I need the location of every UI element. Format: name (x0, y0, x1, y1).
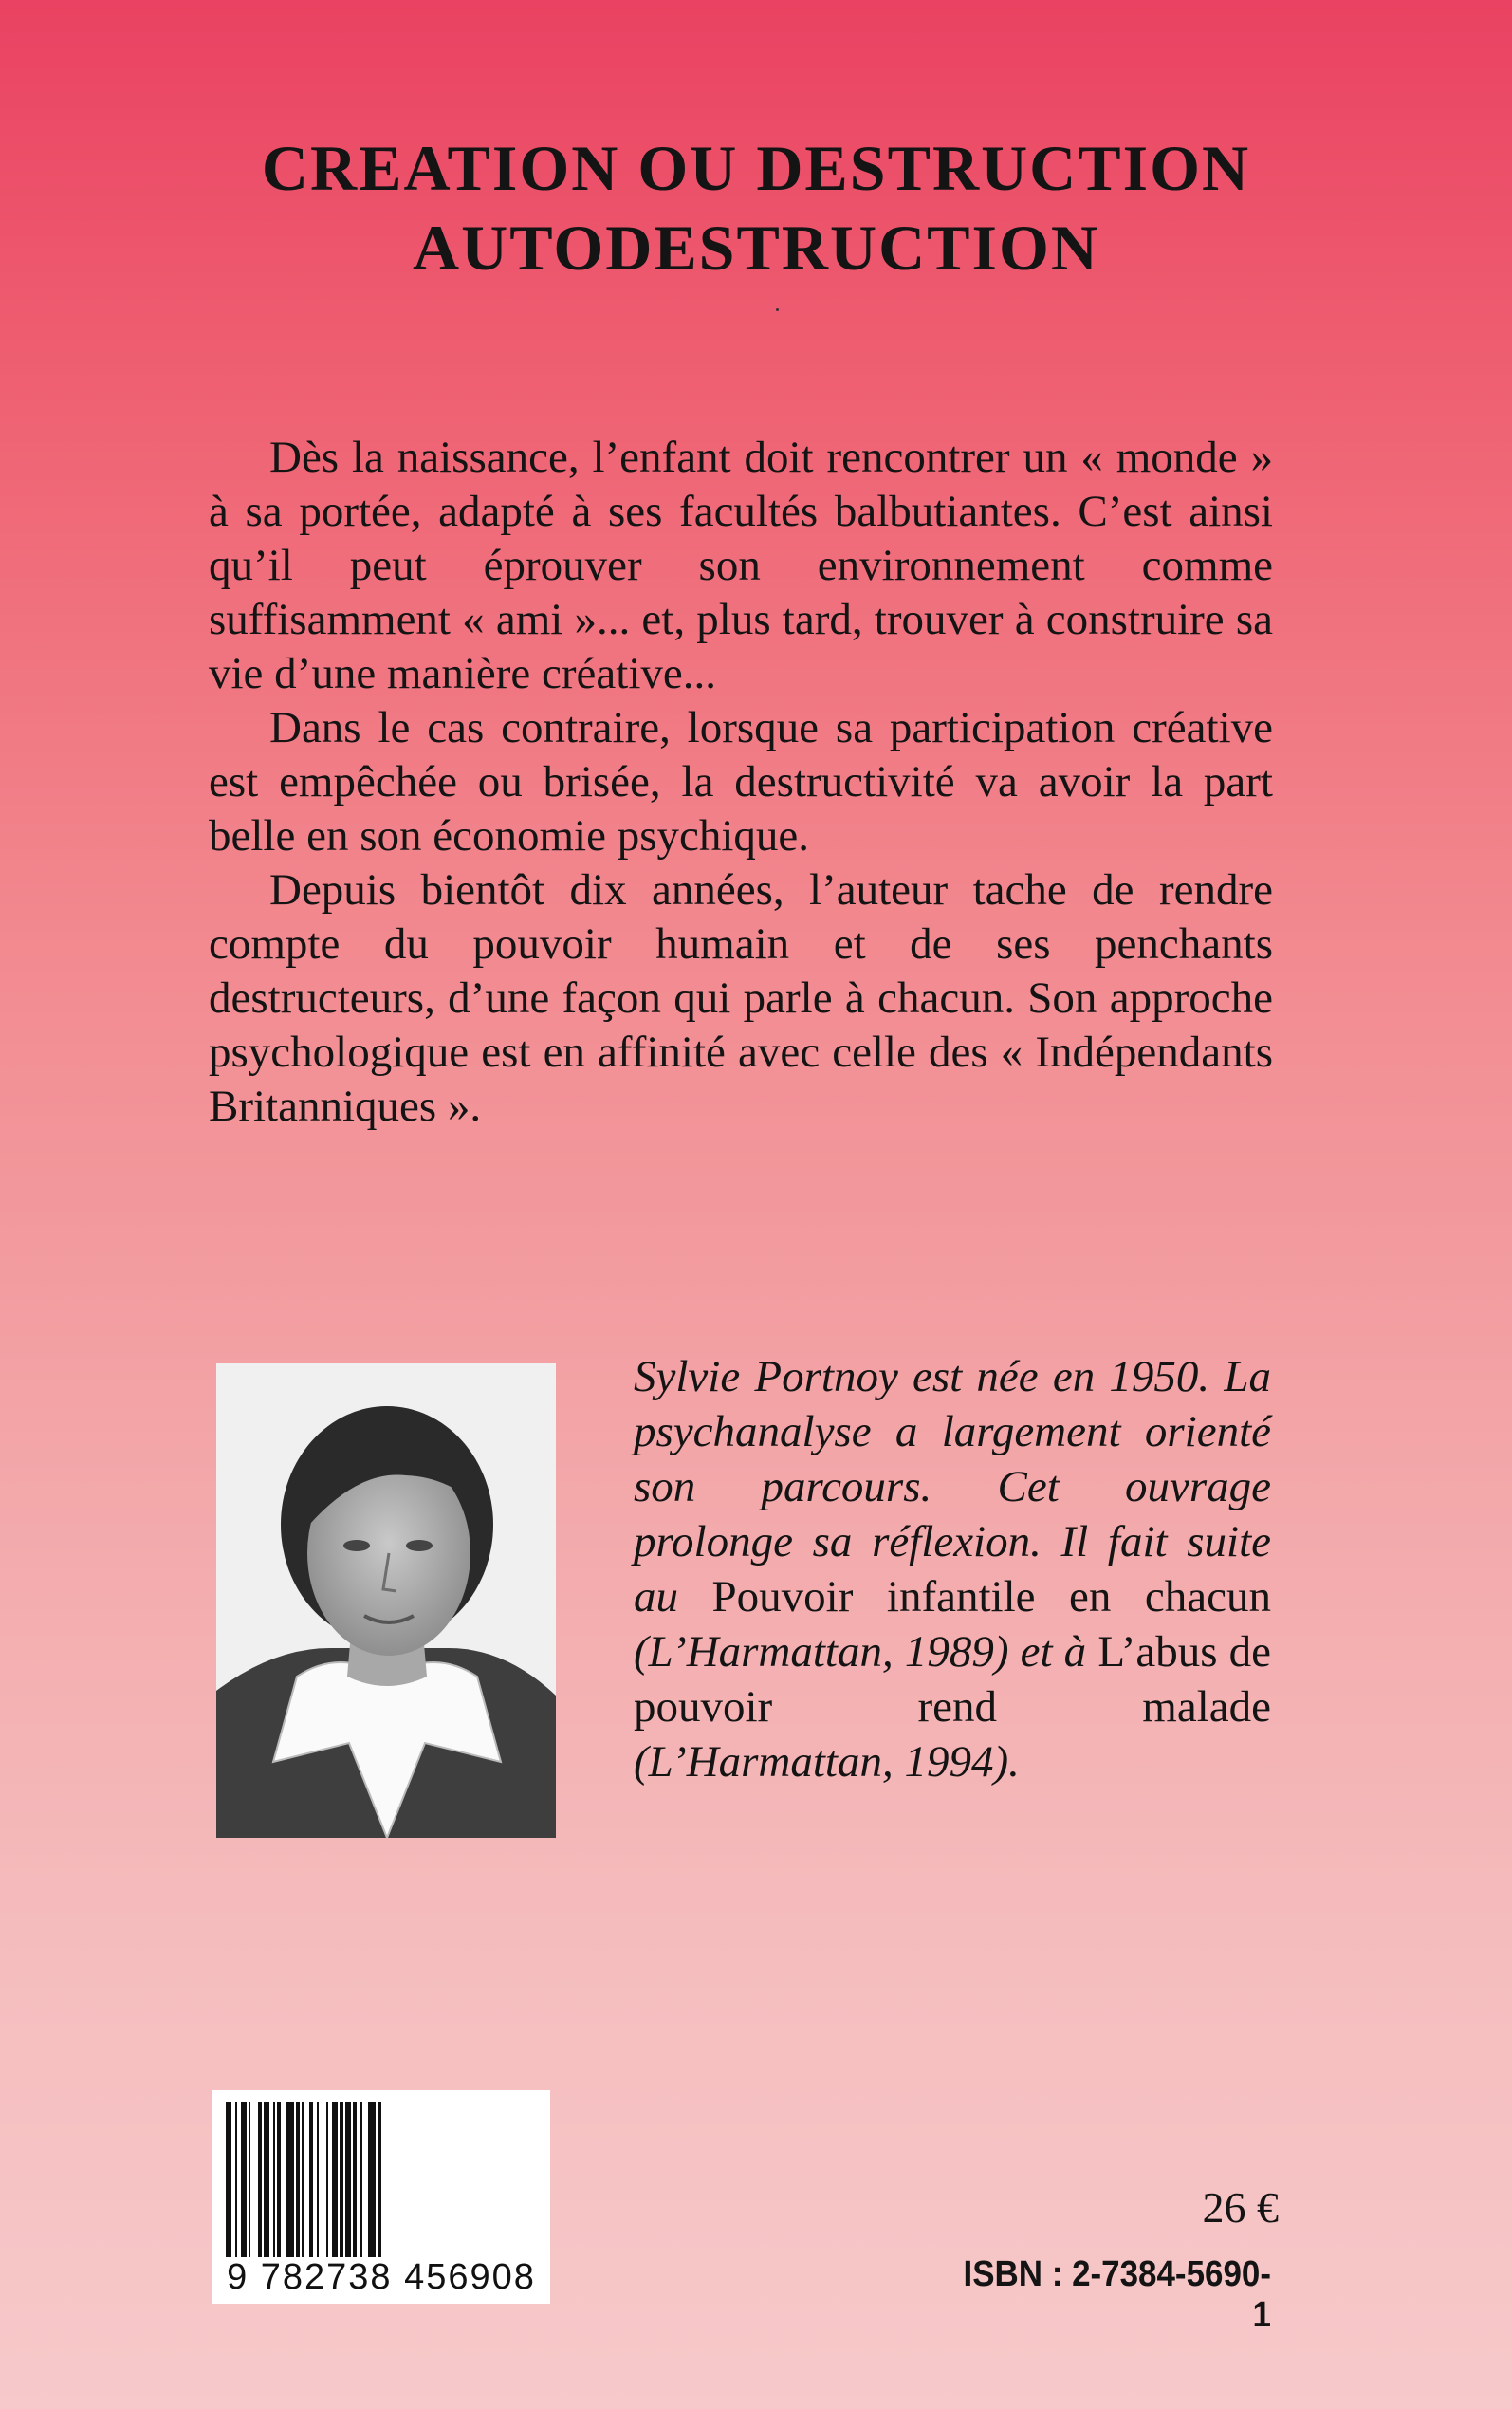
author-portrait-image (216, 1363, 556, 1838)
barcode-bar (360, 2102, 362, 2263)
title-line-2: AUTODESTRUCTION (412, 212, 1099, 284)
barcode-bar (241, 2102, 247, 2263)
barcode-bar (345, 2102, 351, 2263)
print-speck (776, 308, 779, 311)
bio-book-1-ref: (L’Harmattan, 1989) et à (634, 1627, 1087, 1677)
isbn-number: ISBN : 2-7384-5690-1 (963, 2254, 1271, 2335)
blurb-paragraph-1: Dès la naissance, l’enfant doit rencontrer un « monde » à sa portée, adapté à ses facultés balbutiantes. C’est ainsi qu’il peut éprouver son environnement comme suffisamment « ami »... et, plus tard, trouver à construire sa vie d’une manière créative... (209, 433, 1273, 698)
author-photo (216, 1363, 556, 1838)
price: 26 € (1202, 2183, 1279, 2232)
barcode-bar (309, 2102, 313, 2263)
barcode-digits: 9 782738 456908 (212, 2257, 550, 2298)
back-cover-blurb (209, 431, 1273, 1134)
barcode-bar (378, 2102, 381, 2263)
barcode-bar (286, 2102, 294, 2263)
book-title (0, 128, 1512, 287)
barcode-bar (340, 2102, 343, 2263)
blurb-paragraph-2: Dans le cas contraire, lorsque sa participation créative est empêchée ou brisée, la destructivité va avoir la part belle en son économie psychique. (209, 703, 1273, 861)
barcode-bar (326, 2102, 328, 2263)
barcode-bar (273, 2102, 275, 2263)
barcode-bar (332, 2102, 338, 2263)
barcode-bar (235, 2102, 237, 2263)
barcode-bar (302, 2102, 304, 2263)
barcode-bar (249, 2102, 250, 2263)
barcode-bar (264, 2102, 269, 2263)
blurb-paragraph-3: Depuis bientôt dix années, l’auteur tache de rendre compte du pouvoir humain et de ses penchants destructeurs, d’une façon qui parle à chacun. Son approche psychologique est en affinité avec celle des « Indépendants Britanniques ». (209, 865, 1273, 1131)
barcode-bar (226, 2102, 231, 2263)
title-line-1: CREATION OU DESTRUCTION (261, 132, 1251, 204)
author-bio (634, 1349, 1271, 1789)
barcode-bar (368, 2102, 376, 2263)
bio-book-2-title: L’abus de pouvoir rend malade (634, 1627, 1271, 1732)
bio-book-2-ref: (L’Harmattan, 1994). (634, 1737, 1020, 1787)
bio-book-1-title: Pouvoir infantile en chacun (711, 1572, 1271, 1621)
barcode-bar (277, 2102, 281, 2263)
bio-intro: Sylvie Portnoy est née en 1950. La psychanalyse a largement orienté son parcours. Cet ouvrage prolonge sa réflexion. Il fait suite au (634, 1352, 1271, 1621)
barcode-bar (353, 2102, 357, 2263)
barcode-bar (258, 2102, 262, 2263)
barcode-bar (296, 2102, 300, 2263)
barcode-bar (317, 2102, 319, 2263)
isbn-barcode (212, 2090, 550, 2304)
